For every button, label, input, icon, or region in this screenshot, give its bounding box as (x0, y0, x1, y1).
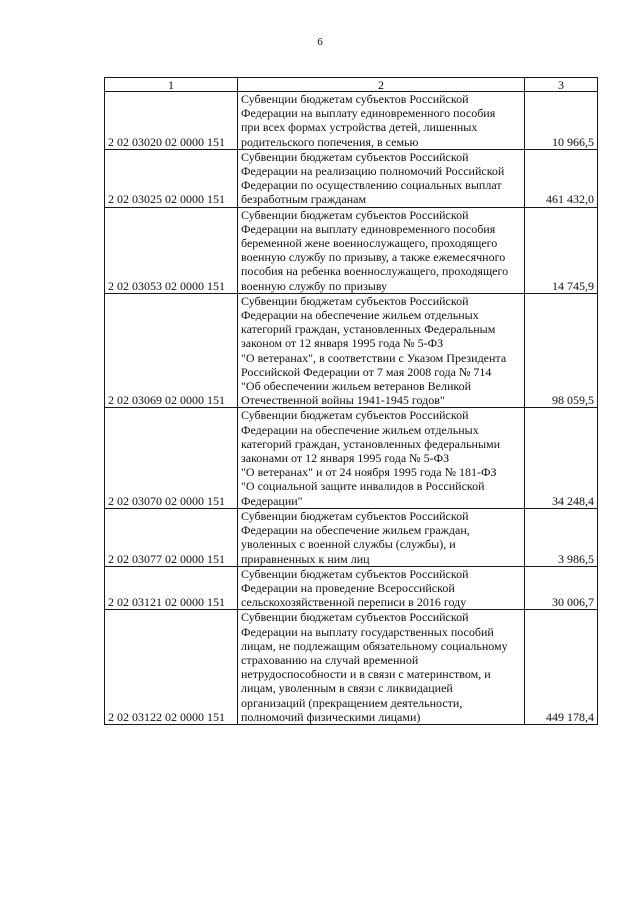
description-line: "О ветеранах", в соответствии с Указом Президента (241, 350, 507, 365)
budget-code-cell: 2 02 03025 02 0000 151 (105, 149, 238, 207)
description-line: категорий граждан, установленных федеральными (241, 436, 501, 451)
description-line: Субвенции бюджетам субъектов Российской (241, 207, 469, 222)
description-line: "Об обеспечении жильем ветеранов Великой (241, 379, 472, 394)
description-line: Федерации на обеспечение жильем отдельных (241, 422, 479, 437)
table-row (105, 293, 598, 408)
table-row (105, 207, 598, 293)
budget-code-cell: 2 02 03070 02 0000 151 (105, 408, 238, 508)
column-header-amount: 3 (525, 78, 598, 92)
amount-cell: 14 745,9 (525, 207, 598, 293)
amount-cell: 30 006,7 (525, 566, 598, 610)
description-line: категорий граждан, установленных Федеральным (241, 322, 496, 337)
amount-cell: 34 248,4 (525, 408, 598, 508)
description-cell (238, 207, 525, 293)
column-header-name: 2 (238, 78, 525, 92)
description-line: пособия на ребенка военнослужащего, проходящего (241, 264, 509, 279)
amount-cell: 98 059,5 (525, 293, 598, 408)
description-line: "О социальной защите инвалидов в Российской (241, 479, 485, 494)
description-line: сельскохозяйственной переписи в 2016 году (241, 595, 467, 610)
table-row (105, 566, 598, 610)
amount-cell: 461 432,0 (525, 149, 598, 207)
table-row (105, 149, 598, 207)
description-line: Субвенции бюджетам субъектов Российской (241, 610, 469, 625)
column-header-code: 1 (105, 78, 238, 92)
description-cell (238, 610, 525, 725)
amount-cell: 3 986,5 (525, 508, 598, 566)
description-line: Субвенции бюджетам субъектов Российской (241, 566, 469, 581)
table-row (105, 408, 598, 508)
description-cell (238, 408, 525, 508)
description-line: при всех формах устройства детей, лишенных (241, 120, 478, 135)
budget-code-cell: 2 02 03077 02 0000 151 (105, 508, 238, 566)
description-line: Федерации на выплату государственных пособий (241, 624, 494, 639)
description-line: военную службу по призыву, а также ежемесячного (241, 250, 506, 265)
description-line: родительского попечения, в семью (241, 134, 419, 149)
budget-code-cell: 2 02 03121 02 0000 151 (105, 566, 238, 610)
description-line: "О ветеранах" и от 24 ноября 1995 года № 181-ФЗ (241, 465, 497, 480)
description-line: Федерации на проведение Всероссийской (241, 580, 455, 595)
description-cell (238, 508, 525, 566)
description-line: Федерации по осуществлению социальных выплат (241, 178, 502, 193)
description-line: Субвенции бюджетам субъектов Российской (241, 508, 469, 523)
description-line: Федерации на выплату единовременного пособия (241, 106, 496, 121)
description-line: организаций (прекращением деятельности, (241, 695, 463, 710)
description-line: Федерации" (241, 493, 303, 508)
description-line: приравненных к ним лиц (241, 551, 370, 566)
description-cell (238, 293, 525, 408)
budget-code-cell: 2 02 03053 02 0000 151 (105, 207, 238, 293)
description-line: Отечественной войны 1941-1945 годов" (241, 393, 445, 408)
amount-cell: 449 178,4 (525, 610, 598, 725)
description-line: беременной жене военнослужащего, проходящего (241, 236, 498, 251)
table-header-row (105, 78, 598, 92)
description-line: полномочий физическими лицами) (241, 709, 421, 724)
description-cell (238, 149, 525, 207)
budget-code-cell: 2 02 03122 02 0000 151 (105, 610, 238, 725)
description-line: безработным гражданам (241, 192, 367, 207)
description-line: Субвенции бюджетам субъектов Российской (241, 149, 469, 164)
budget-code-cell: 2 02 03020 02 0000 151 (105, 92, 238, 150)
table-row (105, 508, 598, 566)
amount-cell: 10 966,5 (525, 92, 598, 150)
subventions-table (104, 77, 598, 725)
description-line: военную службу по призыву (241, 278, 388, 293)
description-line: страхованию на случай временной (241, 652, 419, 667)
description-cell (238, 566, 525, 610)
table-body (105, 92, 598, 725)
table-row (105, 92, 598, 150)
budget-code-cell: 2 02 03069 02 0000 151 (105, 293, 238, 408)
description-line: уволенных с военной службы (службы), и (241, 537, 456, 552)
description-line: Российской Федерации от 7 мая 2008 года № 714 (241, 364, 492, 379)
description-line: Субвенции бюджетам субъектов Российской (241, 293, 469, 308)
description-line: законом от 12 января 1995 года № 5-ФЗ (241, 336, 444, 351)
description-line: Федерации на реализацию полномочий Российской (241, 164, 505, 179)
description-line: законами от 12 января 1995 года № 5-ФЗ (241, 451, 450, 466)
page-number: 6 (317, 36, 323, 48)
description-line: нетрудоспособности и в связи с материнством, и (241, 667, 491, 682)
description-line: лицам, не подлежащим обязательному социальному (241, 638, 508, 653)
table-row (105, 610, 598, 725)
description-line: Субвенции бюджетам субъектов Российской (241, 92, 469, 106)
description-cell (238, 92, 525, 150)
description-line: лицам, уволенным в связи с ликвидацией (241, 681, 453, 696)
description-line: Субвенции бюджетам субъектов Российской (241, 408, 469, 423)
description-line: Федерации на обеспечение жильем отдельных (241, 308, 479, 323)
description-line: Федерации на обеспечение жильем граждан, (241, 523, 470, 538)
description-line: Федерации на выплату единовременного пособия (241, 221, 496, 236)
